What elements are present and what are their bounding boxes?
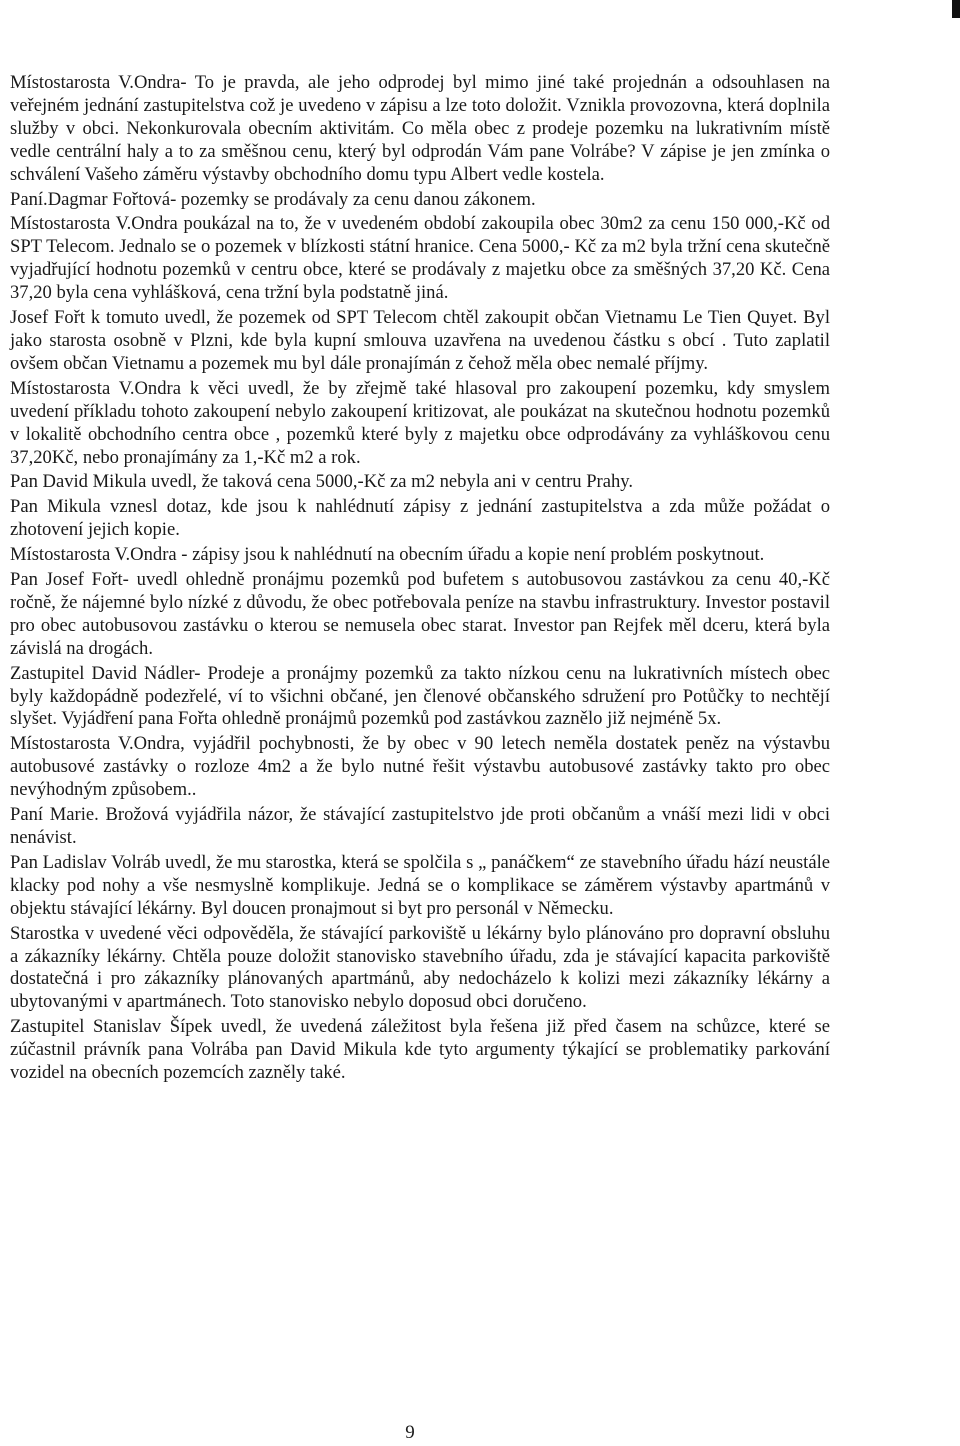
paragraph: Starostka v uvedené věci odpověděla, že stávající parkoviště u lékárny bylo plánováno pro dopravní obsluhu a zákazníky lékárny. Chtěla pouze doložit stanovisko stavebního úřadu, zda je stávající kapacita parkoviště dostatečná i pro zákazníky plánovaných apartmánů, aby nedocházelo k kolizi mezi zákazníky lékárny a ubytovanými v apartmánech. Toto stanovisko nebylo doposud obci doručeno. xyxy=(10,922,830,1013)
page-number: 9 xyxy=(405,1422,415,1443)
paragraph: Zastupitel Stanislav Šípek uvedl, že uvedená záležitost byla řešena již před časem na schůzce, které se zúčastnil právník pana Volrába pan David Mikula kde tyto argumenty týkající se problematiky parkování vozidel na obecních pozemcích zazněly také. xyxy=(10,1016,830,1084)
paragraph: Pan David Mikula uvedl, že taková cena 5000,-Kč za m2 nebyla ani v centru Prahy. xyxy=(10,471,634,493)
corner-mark xyxy=(952,0,960,18)
paragraph: Zastupitel David Nádler- Prodeje a pronájmy pozemků za takto nízkou cenu na lukrativních místech obec byly každopádně podezřelé, ví to všichni občané, jen členové občanského sdružení pro Potůčky to nechtějí slyšet. Vyjádření pana Fořta ohledně pronájmů pozemků pod zastávkou zaznělo již nejméně 5x. xyxy=(10,662,830,730)
paragraph: Paní Marie. Brožová vyjádřila názor, že stávající zastupitelstvo jde proti občanům a vnáší mezi lidi v obci nenávist. xyxy=(10,804,830,848)
paragraph: Místostarosta V.Ondra, vyjádřil pochybnosti, že by obec v 90 letech neměla dostatek peněz na výstavbu autobusové zastávky o rozloze 4m2 a že bylo nutné řešit výstavbu autobusové zastávky takto pro obec nevýhodným způsobem.. xyxy=(10,733,830,801)
paragraph: Místostarosta V.Ondra k věci uvedl, že by zřejmě také hlasoval pro zakoupení pozemku, kdy smyslem uvedení příkladu tohoto zakoupení nebylo zakoupení kritizovat, ale poukázat na skutečnou hodnotu pozemků v lokalitě obchodního centra obce , pozemků které byly z majetku obce odprodávány za vyhláškovou cenu 37,20Kč, nebo pronajímány za 1,-Kč m2 a rok. xyxy=(10,377,830,468)
paragraph: Místostarosta V.Ondra poukázal na to, že v uvedeném období zakoupila obec 30m2 za cenu 150 000,-Kč od SPT Telecom. Jednalo se o pozemek v blízkosti státní hranice. Cena 5000,- Kč za m2 byla tržní cena skutečně vyjadřující hodnotu pozemků v centru obce, které se prodávaly z majetku obce za směšných 37,20 Kč. Cena 37,20 byla cena vyhlášková, cena tržní byla podstatně jiná. xyxy=(10,213,830,304)
paragraph: Josef Fořt k tomuto uvedl, že pozemek od SPT Telecom chtěl zakoupit občan Vietnamu Le Tien Quyet. Byl jako starosta osobně v Plzni, kde byla kupní smlouva uzavřena na uvedenou částku s obcí . Tuto zaplatil ovšem občan Vietnamu a pozemek mu byl dále pronajímán z čehož měla obec nemalé příjmy. xyxy=(10,307,830,374)
paragraph: Pan Josef Fořt- uvedl ohledně pronájmu pozemků pod bufetem s autobusovou zastávkou za cenu 40,-Kč ročně, že nájemné bylo nízké z důvodu, že obec potřebovala peníze na stavbu infrastruktury. Investor postavil pro obec autobusovou zastávku o kterou se nemusela obec starat. Investor pan Rejfek měl dceru, která byla závislá na drogách. xyxy=(10,569,830,659)
paragraph: Paní.Dagmar Fořtová- pozemky se prodávaly za cenu danou zákonem. xyxy=(10,188,536,210)
paragraph: Pan Mikula vznesl dotaz, kde jsou k nahlédnutí zápisy z jednání zastupitelstva a zda může požádat o zhotovení jejich kopie. xyxy=(10,496,830,541)
paragraph: Místostarosta V.Ondra - zápisy jsou k nahlédnutí na obecním úřadu a kopie není problém poskytnout. xyxy=(10,544,765,566)
paragraph: Pan Ladislav Volráb uvedl, že mu starostka, která se spolčila s „ panáčkem“ ze stavebního úřadu hází neustále klacky pod nohy a vše nesmyslně komplikuje. Jedná se o komplikace se záměrem výstavby apartmánů v objektu stávající lékárny. Byl doucen pronajmout si byt pro personál v Německu. xyxy=(10,851,830,919)
meeting-minutes-text xyxy=(10,72,830,1085)
paragraph: Místostarosta V.Ondra- To je pravda, ale jeho odprodej byl mimo jiné také projednán a odsouhlasen na veřejném jednání zastupitelstva což je uvedeno v zápisu a lze toto doložit. Vznikla provozovna, která doplnila služby v obci. Nekonkurovala obecním aktivitám. Co měla obec z prodeje pozemku na lukrativním místě vedle centrální haly a to za směšnou cenu, který byl odprodán Vám pane Volrábe? V zápise je jen zmínka o schválení Vašeho záměru výstavby obchodního domu typu Albert vedle kostela. xyxy=(10,72,830,185)
